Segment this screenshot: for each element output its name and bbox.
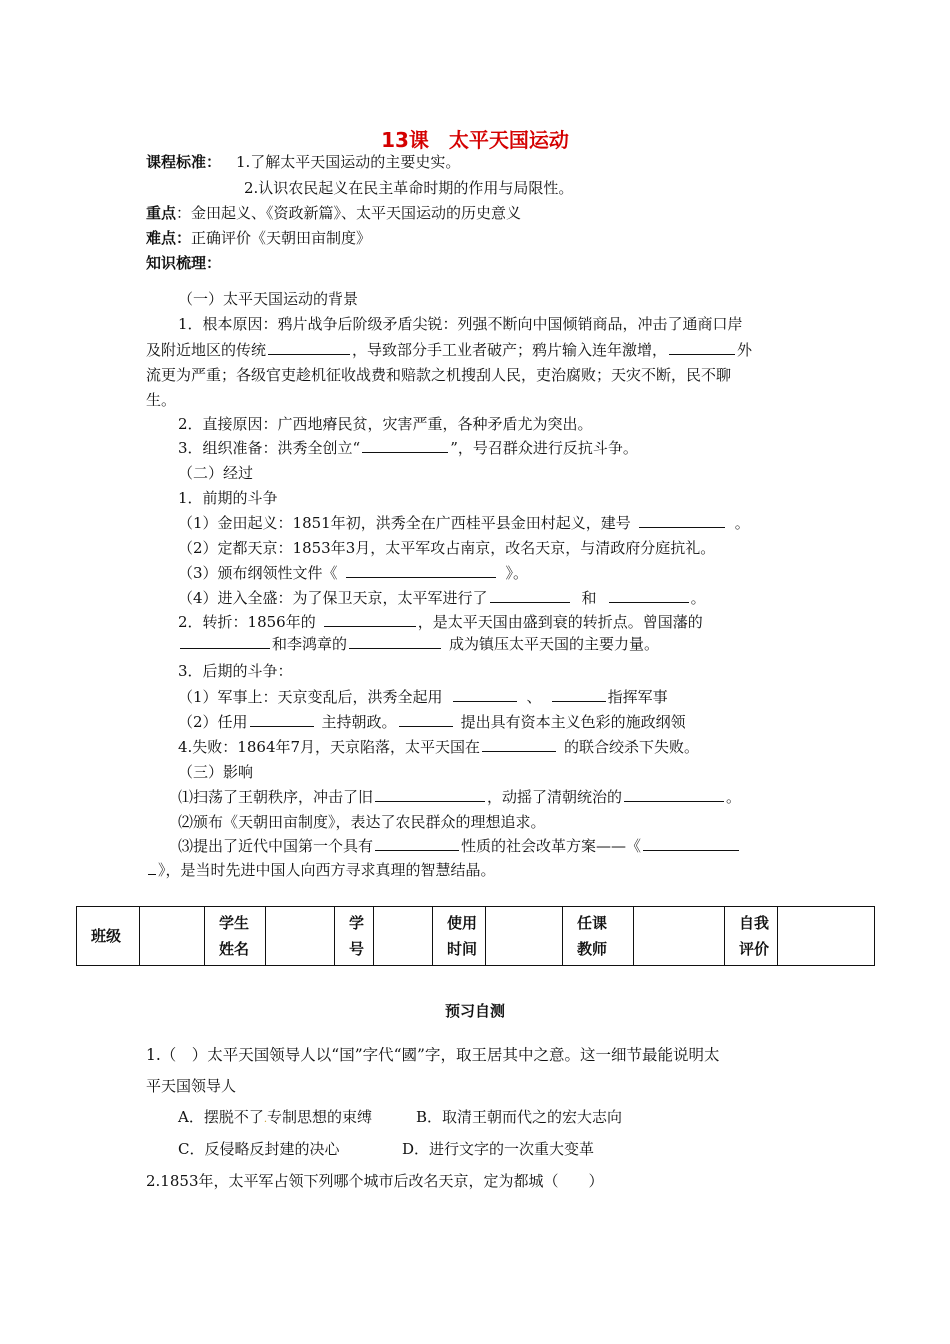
text-segment: ⑴扫荡了王朝秩序，冲击了旧 [178,788,374,806]
text-segment: 3．组织准备：洪秀全创立“ [178,439,361,457]
use-time-label-2: 时间 [447,940,478,958]
option-b[interactable]: B．取清王朝而代之的宏大志向 [416,1108,623,1126]
text-segment: 》。 [505,564,529,582]
sec2-p3a [178,687,668,707]
section-1-heading: （一）太平天国运动的背景 [178,290,359,308]
standard-item-1: 1.了解太平天国运动的主要史实。 [236,153,461,171]
class-label: 班级 [91,927,122,945]
student-name-value-cell[interactable] [266,907,335,966]
sec3-item-1 [178,787,741,807]
sec1-line-1c: 流更为严重；各级官吏趁机征收战费和赔款之机搜刮人民，吏治腐败；天灾不断，民不聊 [146,366,732,384]
text-segment: 主持朝政。 [321,713,397,731]
text-segment: ，导致部分手工业者破产；鸦片输入连年激增， [352,341,668,359]
text-segment: 成为镇压太平天国的主要力量。 [449,635,660,653]
text-segment: 及附近地区的传统 [146,341,267,359]
sec2-p1c [178,563,528,583]
sec3-item-2: ⑵颁布《天朝田亩制度》，表达了农民群众的理想追求。 [178,813,546,831]
dot-mark-icon: . [263,1114,268,1125]
fill-blank[interactable] [669,340,735,355]
student-name-label-cell [205,907,266,966]
text-segment: 2．转 [178,613,218,631]
teacher-value-cell[interactable] [634,907,725,966]
sec2-p1b: （2）定都天京：1853年3月，太平军攻占南京，改名天京，与清政府分庭抗礼。 [178,539,716,557]
sec1-line-1b [146,340,752,360]
text-segment: 性质的社会改革方案——《 [461,837,642,855]
text-segment: （4）进入全盛：为了保卫天京，太平军进行了 [178,589,488,607]
fill-blank[interactable] [490,588,570,603]
text-segment: （1）军事上：天京变乱后，洪秀全起用 [178,688,443,706]
fill-blank[interactable] [148,860,156,875]
fill-blank[interactable] [552,687,606,702]
key-label: 重点 [146,204,177,222]
standard-label: 课程标准： [146,153,222,171]
student-number-label-2: 号 [349,940,365,958]
fill-blank[interactable] [375,836,459,851]
sec2-p4 [178,737,699,757]
fill-blank[interactable] [268,340,350,355]
question-1-line-a: 1.（ ）太平天国领导人以“国”字代“國”字，取王居其中之意。这一细节最能说明太 [146,1046,720,1064]
sec2-p2 [178,612,703,632]
fill-blank[interactable] [399,712,453,727]
key-point [146,203,521,223]
text-segment: 外 [737,341,753,359]
review-label: 知识梳理： [146,254,222,272]
sec1-line-2: 2．直接原因：广西地瘠民贫，灾害严重，各种矛盾尤为突出。 [178,415,593,433]
text-segment: 指挥军事 [607,688,668,706]
fill-blank[interactable] [453,687,517,702]
text-segment: 折：1856年的 [217,613,316,631]
section-3-heading: （三）影响 [178,763,254,781]
class-label-cell [77,907,140,966]
fill-blank[interactable] [180,634,270,649]
text-segment: 和 [581,589,597,607]
text-segment: 。 [734,514,750,532]
teacher-label-1: 任课 [577,914,608,932]
use-time-label-cell [433,907,486,966]
use-time-value-cell[interactable] [486,907,563,966]
sec2-p3: 3．后期的斗争： [178,662,293,680]
sec2-p1a [178,513,750,533]
text-segment: 4.失败：1864年7月，天京陷落，太平天国在 [178,738,481,756]
preview-heading: 预习自测 [444,1002,505,1020]
fill-blank[interactable] [375,787,485,802]
sec1-line-3 [178,438,638,458]
text-segment: 的联合绞杀下失败。 [564,738,700,756]
sec2-p1d [178,588,706,608]
difficult-label: 难点： [146,229,192,247]
fill-blank[interactable] [639,513,725,528]
table-row [77,907,875,966]
text-segment: （1）金田起义：1851年初，洪秀全在广西桂平县金田村起义，建号 [178,514,631,532]
teacher-label-2: 教师 [577,940,608,958]
fill-blank[interactable] [362,438,448,453]
fill-blank[interactable] [250,712,314,727]
question-1-line-b: 平天国领导人 [146,1077,237,1095]
student-number-value-cell[interactable] [374,907,433,966]
text-segment: （3）颁布纲领性文件《 [178,564,338,582]
student-number-label-1: 学 [349,914,365,932]
key-text: ：金田起义、《资政新篇》、太平天国运动的历史意义 [176,204,522,222]
sec3-item-3b [146,860,496,880]
difficult-text: 正确评价《天朝田亩制度》 [191,229,372,247]
text-segment: ，是太平天国由盛到衰的转折点。曾国藩的 [417,613,703,631]
student-number-label-cell [335,907,374,966]
text-segment: ”，号召群众进行反抗斗争。 [450,439,638,457]
sec2-p3b [178,712,686,732]
fill-blank[interactable] [643,836,739,851]
student-name-label-1: 学生 [219,914,250,932]
fill-blank[interactable] [482,737,556,752]
use-time-label-1: 使用 [447,914,478,932]
sec2-p1: 1．前期的斗争 [178,489,278,507]
option-a[interactable] [178,1107,372,1130]
student-info-table [76,906,875,966]
self-eval-label-cell [725,907,778,966]
fill-blank[interactable] [624,787,724,802]
standard-item-2: 2.认识农民起义在民主革命时期的作用与局限性。 [244,179,574,197]
text-segment: 。 [690,589,706,607]
text-segment: 、 [526,688,542,706]
self-eval-label-2: 评价 [739,940,770,958]
sec2-p2b [178,634,659,654]
text-segment: 提出具有资本主义色彩的施政纲领 [460,713,686,731]
class-value-cell[interactable] [140,907,205,966]
teacher-label-cell [563,907,634,966]
page-title: 13课 太平天国运动 [381,128,569,152]
sec1-line-1d: 生。 [146,391,177,409]
fill-blank[interactable] [609,588,689,603]
option-a-text: A．摆脱不了 [178,1108,264,1126]
option-d[interactable]: D．进行文字的一次重大变革 [402,1140,595,1158]
text-segment: （2）任用 [178,713,248,731]
fill-blank[interactable] [346,563,496,578]
self-eval-label-1: 自我 [739,914,770,932]
text-segment: 和李鸿章的 [272,635,348,653]
option-a-text: 专制思想的束缚 [267,1108,373,1126]
text-segment: ，动摇了清朝统治的 [487,788,623,806]
student-name-label-2: 姓名 [219,940,250,958]
difficult-point [146,228,371,248]
question-2: 2.1853年，太平军占领下列哪个城市后改名天京，定为都城（ ） [146,1172,604,1190]
text-segment: 》，是当时先进中国人向西方寻求真理的智慧结晶。 [158,861,496,879]
fill-blank[interactable] [324,612,416,627]
self-eval-value-cell[interactable] [778,907,875,966]
fill-blank[interactable] [349,634,441,649]
option-c[interactable]: C．反侵略反封建的决心 [178,1140,340,1158]
section-2-heading: （二）经过 [178,464,254,482]
text-segment: 。 [726,788,742,806]
sec3-item-3 [178,836,741,856]
sec1-line-1a: 1．根本原因：鸦片战争后阶级矛盾尖锐：列强不断向中国倾销商品，冲击了通商口岸 [178,315,743,333]
text-segment: ⑶提出了近代中国第一个具有 [178,837,374,855]
